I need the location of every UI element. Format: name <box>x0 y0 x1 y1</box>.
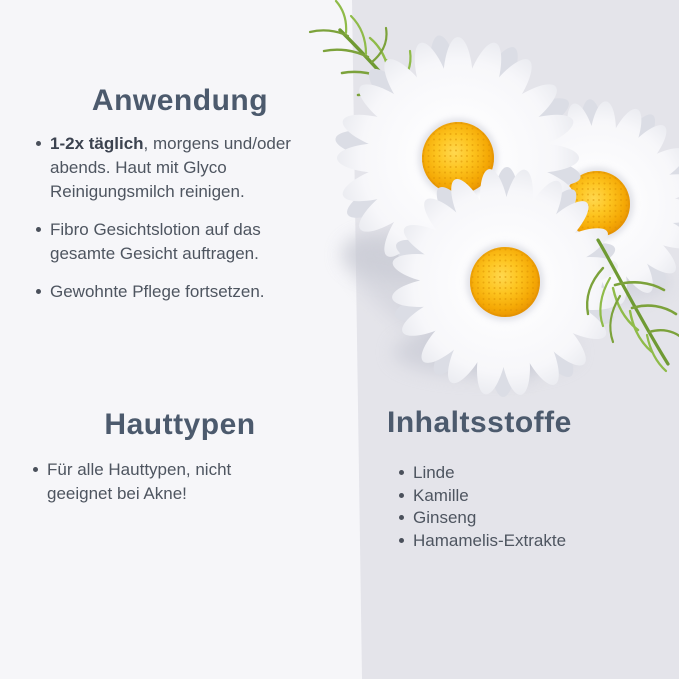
list-item <box>399 462 639 485</box>
list-item <box>36 218 324 266</box>
list-item-text: Gewohnte Pflege fortsetzen. <box>50 282 265 301</box>
section-title-anwendung: Anwendung <box>91 84 269 117</box>
list-item-text: Ginseng <box>413 508 477 527</box>
list-item <box>399 530 639 553</box>
list-item <box>399 507 639 530</box>
hauttypen-list <box>33 458 283 506</box>
list-item-text: Für alle Hauttypen, nicht geeignet bei Akne! <box>47 460 232 503</box>
section-hauttypen <box>0 408 360 506</box>
section-title-inhaltsstoffe: Inhaltsstoffe <box>387 406 572 439</box>
anwendung-list <box>36 132 324 304</box>
section-anwendung <box>0 84 360 318</box>
inhaltsstoffe-list <box>399 462 639 552</box>
list-item <box>399 485 639 508</box>
section-inhaltsstoffe <box>360 406 679 552</box>
list-item-text: , morgens und/oder abends. Haut mit Glyco Reinigungsmilch reinigen. <box>50 134 291 201</box>
list-item <box>36 280 324 304</box>
list-item-text: Kamille <box>413 485 469 505</box>
section-title-hauttypen: Hauttypen <box>104 408 256 441</box>
list-item-text: Linde <box>413 463 455 482</box>
list-item <box>36 132 324 204</box>
list-item-text: Fibro Gesichtslotion auf das gesamte Gesicht auftragen. <box>50 220 261 263</box>
list-item-bold: 1-2x täglich <box>50 134 144 153</box>
list-item <box>33 458 283 506</box>
list-item-text: Hamamelis-Extrakte <box>413 530 567 550</box>
